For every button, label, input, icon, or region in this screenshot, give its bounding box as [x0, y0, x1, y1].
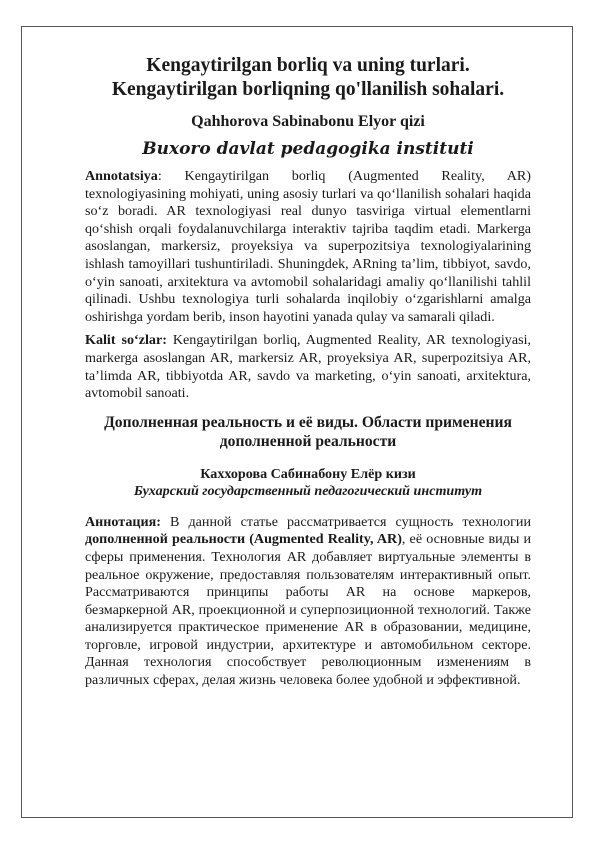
institution-uz: Buxoro davlat pedagogika instituti	[142, 139, 474, 159]
abstract-text-ru-2: , её основные виды и сферы применения. Технология AR добавляет виртуальные элементы в реальное окружение, предоставляя пользователям интерактивный опыт. Рассматриваются принципы работы AR на основе маркеров, безмаркерной AR, проекционной и суперпозиционной технологий. Также анализируется практическое применение AR в образовании, медицине, торговле, игровой индустрии, архитектуре и автомобильном секторе. Данная технология способствует революционным изменениям в различных сферах, делая жизнь человека более удобной и эффективной.	[85, 531, 531, 689]
article-title-ru: Дополненная реальность и её виды. Области применения дополненной реальности	[104, 413, 512, 451]
abstract-text-uz: : Kengaytirilgan borliq (Augmented Reality, AR) texnologiyasining mohiyati, uning asosiy turlari va qo‘llanilish sohalari haqida so‘z boradi. AR texnologiyasi real dunyo tasviriga virtual elementlarni qo‘shish orqali foydalanuvchilarga interaktiv tajriba taqdim etadi. Markerga asoslangan, markersiz, proyeksiya va superpozitsiya texnologiyalarining ishlash tamoyillari tushuntiriladi. Shuningdek, ARning ta’lim, tibbiyot, savdo, o‘yin sanoati, arxitektura va avtomobil sohalaridagi amaliy qo‘llanilishi tahlil qilinadi. Ushbu texnologiya turli sohalarda inqilobiy o‘zgarishlarni amalga oshirishga yordam berib, inson hayotini yanada qulay va samarali qiladi.	[85, 168, 531, 325]
abstract-text-ru-1: В данной статье рассматривается сущность технологии	[160, 513, 531, 530]
abstract-label-ru: Аннотация:	[85, 513, 161, 530]
document-body	[85, 54, 531, 696]
abstract-bold-ru: дополненной реальности (Augmented Reality, AR)	[85, 531, 402, 548]
article-title-uz: Kengaytirilgan borliq va uning turlari. Kengaytirilgan borliqning qo'llanilish sohalari.	[111, 55, 505, 100]
keywords-uz	[85, 332, 531, 402]
abstract-uz	[85, 168, 531, 326]
author-name-uz: Qahhorova Sabinabonu Elyor qizi	[191, 113, 425, 130]
keywords-text-uz: Kengaytirilgan borliq, Augmented Reality, AR texnologiyasi, markerga asoslangan AR, markersiz AR, proyeksiya AR, superpozitsiya AR, ta’limda AR, tibbiyotda AR, savdo va marketing, o‘yin sanoati, arxitektura, avtomobil sanoati.	[85, 332, 532, 402]
institution-ru: Бухарский государственный педагогический институт	[133, 482, 483, 499]
abstract-ru	[85, 514, 531, 690]
author-name-ru: Каххорова Сабинабону Елёр кизи	[200, 465, 416, 482]
abstract-label-uz: Annotatsiya	[85, 168, 158, 184]
keywords-label-uz: Kalit so‘zlar:	[85, 332, 167, 349]
